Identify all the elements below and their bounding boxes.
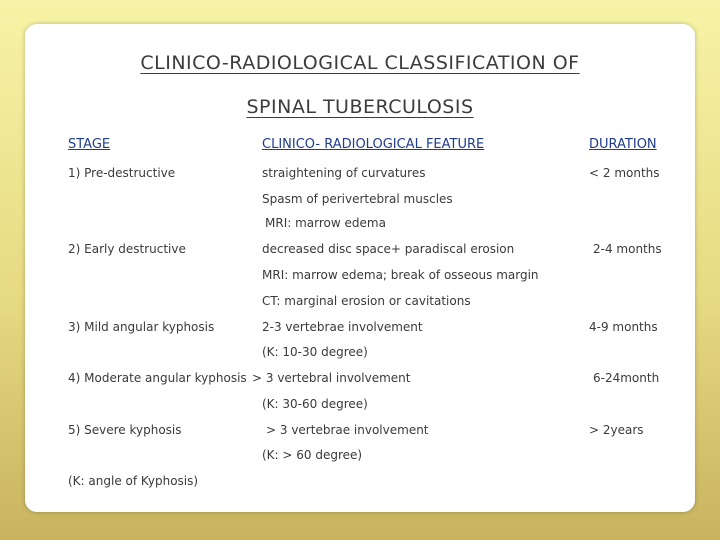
- feature-cell: MRI: marrow edema: [265, 216, 386, 230]
- stage-cell: 2) Early destructive: [68, 242, 186, 256]
- header-stage: STAGE: [68, 137, 111, 152]
- header-duration: DURATION: [589, 137, 657, 152]
- stage-cell: 1) Pre-destructive: [68, 166, 176, 180]
- duration-cell: 2-4 months: [593, 242, 662, 256]
- stage-cell: 4) Moderate angular kyphosis: [68, 371, 247, 385]
- slide-title-line-2: SPINAL TUBERCULOSIS: [246, 96, 474, 118]
- feature-cell: > 3 vertebral involvement: [252, 371, 411, 385]
- duration-cell: 6-24month: [593, 371, 660, 385]
- feature-cell: (K: 10-30 degree): [262, 345, 368, 359]
- feature-cell: (K: 30-60 degree): [262, 397, 368, 411]
- stage-cell: 5) Severe kyphosis: [68, 423, 182, 437]
- duration-cell: 4-9 months: [589, 320, 658, 334]
- feature-cell: straightening of curvatures: [262, 166, 426, 180]
- duration-cell: < 2 months: [589, 166, 660, 180]
- feature-cell: MRI: marrow edema; break of osseous margin: [262, 268, 539, 282]
- slide-title-line-1: CLINICO-RADIOLOGICAL CLASSIFICATION OF: [140, 52, 580, 74]
- feature-cell: (K: > 60 degree): [262, 448, 363, 462]
- feature-cell: 2-3 vertebrae involvement: [262, 320, 423, 334]
- footnote: (K: angle of Kyphosis): [68, 474, 199, 488]
- feature-cell: Spasm of perivertebral muscles: [262, 192, 453, 206]
- feature-cell: > 3 vertebrae involvement: [266, 423, 429, 437]
- feature-cell: decreased disc space+ paradiscal erosion: [262, 242, 515, 256]
- header-feature: CLINICO- RADIOLOGICAL FEATURE: [262, 137, 485, 152]
- duration-cell: > 2years: [589, 423, 644, 437]
- feature-cell: CT: marginal erosion or cavitations: [262, 294, 471, 308]
- stage-cell: 3) Mild angular kyphosis: [68, 320, 215, 334]
